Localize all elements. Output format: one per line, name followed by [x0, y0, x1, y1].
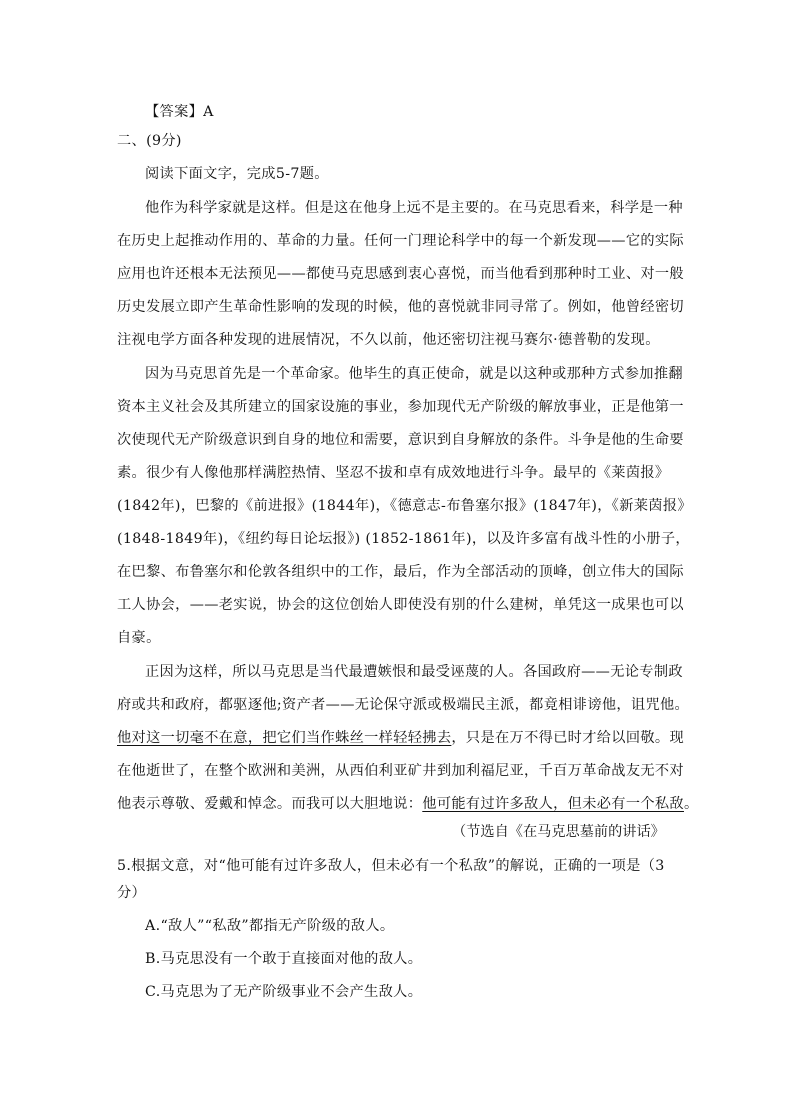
question-5-option-c: C.马克思为了无产阶级事业不会产生敌人。	[145, 984, 423, 1000]
passage-p2-line: 因为马克思首先是一个革命家。他毕生的真正使命，就是以这种或那种方式参加推翻	[145, 366, 683, 382]
passage-p1-line: 他作为科学家就是这样。但是这在他身上远不是主要的。在马克思看来，科学是一种	[145, 200, 683, 216]
answer-value: A	[203, 104, 214, 120]
line-end: 。	[683, 796, 699, 812]
passage-p2-line: 自豪。	[117, 630, 161, 646]
section-heading: 二、(9分)	[117, 133, 182, 149]
passage-p2-line: 工人协会，——老实说，协会的这位创始人即使没有别的什么建树，单凭这一成果也可以	[117, 597, 684, 613]
source-citation: （节选自《在马克思墓前的讲话》	[452, 824, 665, 840]
passage-p2-line: 资本主义社会及其所建立的国家设施的事业，参加现代无产阶级的解放事业，正是他第一	[117, 399, 684, 415]
question-5-option-b: B.马克思没有一个敢于直接面对他的敌人。	[145, 951, 423, 967]
question-5-stem: 5.根据文意，对“他可能有过许多敌人，但未必有一个私敌”的解说，正确的一项是（3	[117, 858, 665, 874]
passage-p2-line: (1842年)，巴黎的《前进报》(1844年)，《德意志-布鲁塞尔报》(1847年)，《新莱茵报》	[117, 498, 692, 514]
passage-p2-line: 素。很少有人像他那样满腔热情、坚忍不拔和卓有成效地进行斗争。最早的《莱茵报》	[117, 465, 670, 481]
line-rest: ，只是在万不得已时才给以回敬。现	[451, 730, 684, 746]
question-5-stem: 分）	[117, 885, 147, 901]
answer-line	[145, 102, 214, 122]
passage-p3-line: 府或共和政府，都驱逐他;资产者——无论保守派或极端民主派，都竟相诽谤他，诅咒他。	[117, 697, 690, 713]
underlined-phrase: 他对这一切毫不在意，把它们当作蛛丝一样轻轻拂去	[117, 730, 452, 746]
passage-p3-line: 在他逝世了，在整个欧洲和美洲，从西伯利亚矿井到加利福尼亚，千百万革命战友无不对	[117, 763, 684, 779]
passage-p3-line	[117, 794, 699, 814]
passage-p1-line: 历史发展立即产生革命性影响的发现的时候，他的喜悦就非同寻常了。例如，他曾经密切	[117, 299, 684, 315]
passage-p2-line: 在巴黎、布鲁塞尔和伦敦各组织中的工作，最后，作为全部活动的顶峰，创立伟大的国际	[117, 564, 684, 580]
passage-p1-line: 在历史上起推动作用的、革命的力量。任何一门理论科学中的每一个新发现——它的实际	[117, 233, 684, 249]
underlined-sentence: 他可能有过许多敌人，但未必有一个私敌	[422, 796, 684, 812]
passage-p1-line: 应用也许还根本无法预见——都使马克思感到衷心喜悦，而当他看到那种时工业、对一般	[117, 266, 684, 282]
passage-p2-line: (1848-1849年)，《纽约每日论坛报》) (1852-1861年)，以及许多富有战斗性的小册子，	[117, 531, 690, 547]
line-prefix: 他表示尊敬、爱戴和悼念。而我可以大胆地说：	[117, 796, 423, 812]
passage-p1-line: 注视电学方面各种发现的进展情况，不久以前，他还密切注视马赛尔·德普勒的发现。	[117, 332, 660, 348]
instruction-text: 阅读下面文字，完成5-7题。	[145, 166, 329, 182]
question-5-option-a: A.“敌人”“私敌”都指无产阶级的敌人。	[145, 918, 395, 934]
passage-p3-line	[117, 728, 684, 748]
passage-p2-line: 次使现代无产阶级意识到自身的地位和需要，意识到自身解放的条件。斗争是他的生命要	[117, 432, 684, 448]
answer-label: 【答案】	[145, 104, 204, 120]
passage-p3-line: 正因为这样，所以马克思是当代最遭嫉恨和最受诬蔑的人。各国政府——无论专制政	[145, 664, 683, 680]
